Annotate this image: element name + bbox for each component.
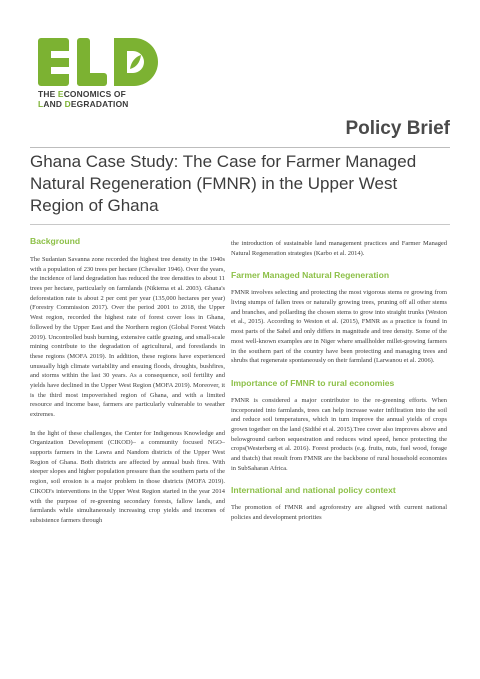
body-paragraph: FMNR involves selecting and protecting the most vigorous stems re growing from living stumps of fallen trees or naturally growing trees, pruning off all other stems and branches, and pollarding the chosen stems to grow into straight trunks (Weston et al., 2015). According to Weston et al. (2015), FMNR as a practice is found in most parts of the Sahel and only differs in magnitude and tree density. Some of the most well-known examples are in Niger where smallholder millet-growing farmers in the southern part of the country have been protecting and managing trees and shrubs that regenerate spontaneously on their farmland (Larwanou et al. 2006). xyxy=(231,289,447,365)
section-heading-policy-context: International and national policy context xyxy=(231,485,396,496)
title-divider xyxy=(30,224,450,225)
body-paragraph: FMNR is considered a major contributor to the re-greening efforts. When incorporated into farmlands, trees can help increase water infiltration into the soil and reduce soil temperatures, which in turn improve the annual yields of crops grown together on the land (Sidibé et al. 2015).Tree cover also improves above and belowground carbon sequestration and reduces wind speed, hence protecting the crops(Westerberg et al. 2016). Forest products (e.g. fruits, nuts, fuel wood, forage and thatch) that result from FMNR are the backbone of rural household economies in SubSaharan Africa. xyxy=(231,396,447,472)
header-divider xyxy=(30,147,450,148)
body-paragraph: The Sudanian Savanna zone recorded the highest tree density in the 1940s with a population of 230 trees per hectare (Chevalier 1946). Over the years, the incidence of land degradation has reduced the tree densities to about 11 trees per hectare, particularly on farmlands (Nikiema et al. 2003). Ghana's deforestation rate is about 2 per cent per year (135,000 hectares per year) (Forestry Commission 2017). Over the period 2001 to 2018, the Upper West region, recorded the highest rate of forest cover loss in Ghana, followed by the Upper East and the Northern region (Global Forest Watch 2019). Uncontrolled bush burning, extensive cattle grazing, and small-scale mining contribute to the degradation of agricultural, and forestlands in these regions (MOFA 2019). In addition, these regions have experienced unusually high climate variability and ensuing floods, droughts, bushfires, and storms within the last 30 years. As a consequence, soil fertility and yields have declined in the Upper West Region (MOFA 2019). Moreover, it is the third most impoverished region of Ghana, and with a limited resource and income base, farmers are particularly vulnerable to weather extremes. xyxy=(30,256,225,418)
body-paragraph: In the light of these challenges, the Center for Indigenous Knowledge and Organization Development (CIKOD)– a community focused NGO–supports farmers in the Lawra and Nandom districts of the Upper West Region of Ghana. Both districts are affected by annual bush fires. With steeper slopes and higher population pressure than the southern parts of the region, soil erosion is a major problem in those districts (MOFA 2019). CIKOD's interventions in the Upper West Region started in the year 2014 with the purpose of re-greening secondary forests, fallow lands, and farmlands while simultaneously increasing crop yields and incomes of subsistence farmers through xyxy=(30,429,225,524)
section-heading-importance: Importance of FMNR to rural economies xyxy=(231,377,395,388)
section-heading-background: Background xyxy=(30,236,81,246)
eld-logo-mark xyxy=(38,38,160,86)
body-paragraph: The promotion of FMNR and agroforestry are aligned with current national policies and development priorities xyxy=(231,504,447,522)
eld-logo xyxy=(38,38,188,109)
body-paragraph: the introduction of sustainable land management practices and Farmer Managed Natural Regeneration strategies (Karbo et al. 2014). xyxy=(231,240,447,257)
left-column xyxy=(30,236,225,526)
document-type-label: Policy Brief xyxy=(345,118,450,139)
page-title: Ghana Case Study: The Case for Farmer Managed Natural Regeneration (FMNR) in the Upper West Region of Ghana xyxy=(30,152,417,215)
right-column xyxy=(231,239,447,523)
section-heading-fmnr: Farmer Managed Natural Regeneration xyxy=(231,270,390,281)
logo-tagline-line2: LAND DEGRADATION xyxy=(38,99,129,109)
logo-tagline-line1: THE ECONOMICS OF xyxy=(38,89,126,99)
